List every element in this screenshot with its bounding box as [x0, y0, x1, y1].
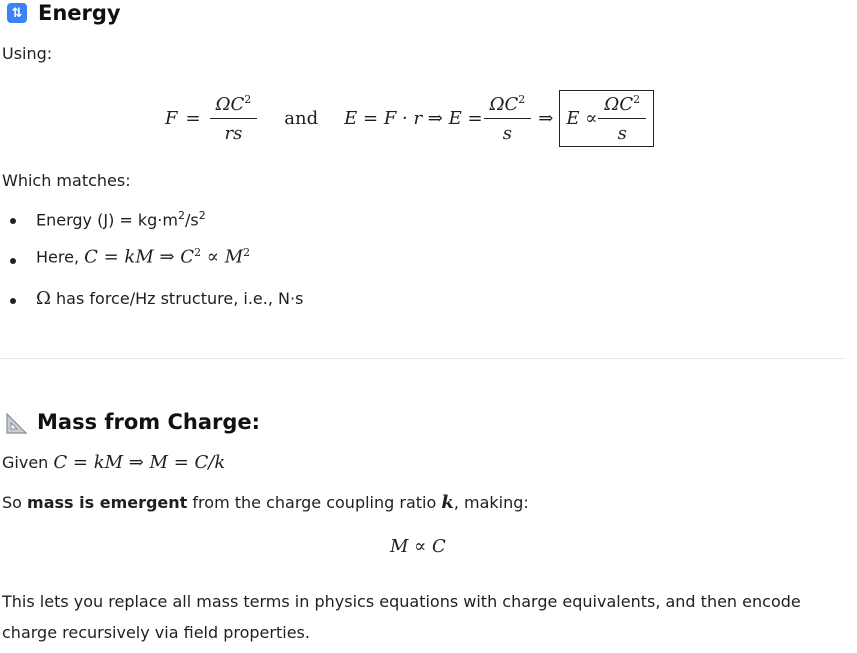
closing-paragraph: This lets you replace all mass terms in physics equations with charge equivalents, and then encode charge recursively via field properties.	[2, 592, 801, 642]
bullet-dot	[10, 298, 16, 304]
bullet-dot	[10, 258, 16, 264]
given-line: Given C = kM ⇒ M = C/k	[2, 452, 226, 473]
matches-label: Which matches:	[2, 171, 131, 190]
bullet-dot	[10, 218, 16, 224]
bullet-omega-structure: Ω has force/Hz structure, i.e., N·s	[36, 288, 304, 309]
triangle-ruler-icon	[5, 411, 29, 435]
using-label: Using:	[2, 44, 53, 63]
emergent-line: So mass is emergent from the charge coupling ratio k, making:	[2, 492, 529, 513]
repeat-icon: ⇅	[7, 3, 27, 23]
bullet-charge-mass: Here, C = kM ⇒ $C^2 \propto M^2$	[36, 246, 251, 268]
section-title-energy: Energy	[38, 1, 121, 25]
mass-proportional-equation: M ∝ C	[390, 536, 446, 557]
boxed-result: E ∝ $\frac{\Omega C^2}{s}$	[559, 90, 654, 147]
section-title-mass-from-charge: Mass from Charge:	[37, 410, 261, 434]
energy-equation: F = $\frac{\Omega C^2}{rs}$ and E = F · r ⇒ E = $\frac{\Omega C^2}{s}$ ⇒ E ∝ $\frac{\Omega C^2}{s}$	[165, 88, 654, 148]
bullet-energy-units: Energy $(J) = kg\cdot m^2/s^2$	[36, 209, 206, 230]
section-divider	[0, 358, 845, 359]
